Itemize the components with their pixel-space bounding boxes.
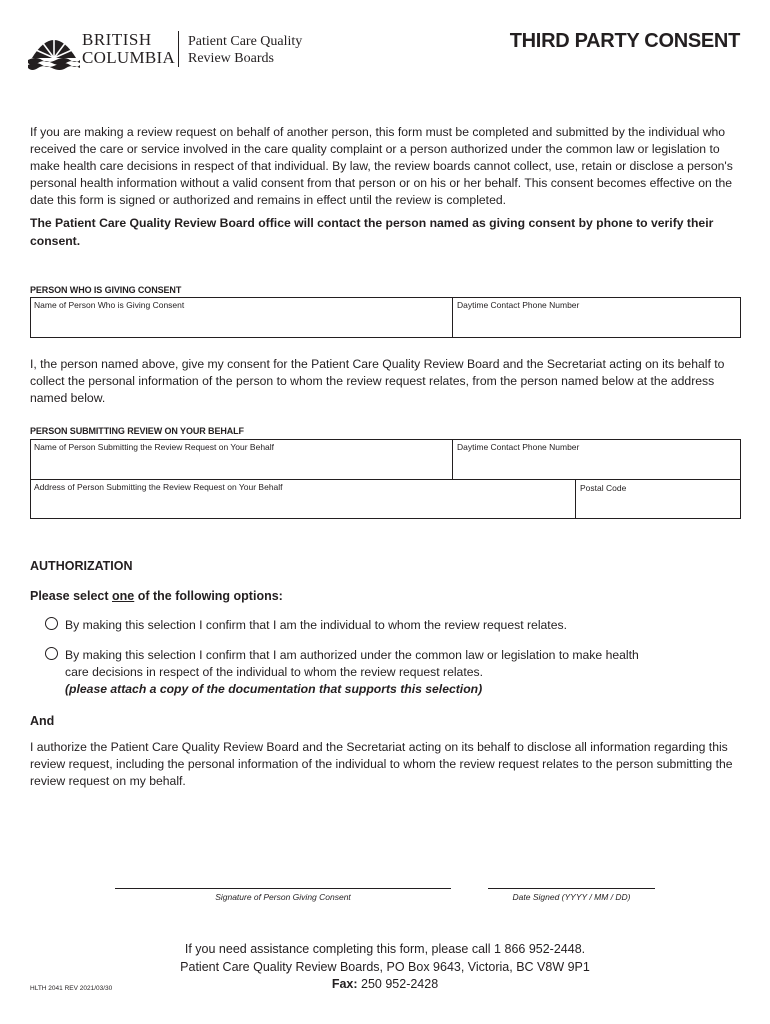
- consent-giver-name-label: Name of Person Who is Giving Consent: [34, 300, 185, 310]
- footer-assistance: If you need assistance completing this form, please call 1 866 952-2448.: [184, 942, 586, 956]
- submitter-name-field[interactable]: [31, 440, 452, 479]
- signature-label: Signature of Person Giving Consent: [215, 892, 351, 902]
- select-instruction: [30, 589, 283, 603]
- select-emphasis: one: [112, 589, 135, 603]
- submitter-postal-label: Postal Code: [580, 483, 627, 493]
- signature-line[interactable]: [115, 888, 451, 889]
- option1-radio[interactable]: [45, 617, 58, 630]
- date-signed-line[interactable]: [488, 888, 655, 889]
- submitter-postal-field[interactable]: [576, 480, 740, 518]
- footer-address: Patient Care Quality Review Boards, PO Box 9643, Victoria, BC V8W 9P1: [180, 960, 590, 974]
- submitter-address-field[interactable]: [31, 480, 575, 518]
- option1-label: By making this selection I confirm that I am the individual to whom the review request relates.: [65, 618, 567, 632]
- select-prefix: Please select: [30, 589, 113, 603]
- submitter-address-label: Address of Person Submitting the Review Request on Your Behalf: [34, 482, 283, 492]
- logo-british: BRITISH: [82, 30, 152, 49]
- option2-label: By making this selection I confirm that I am authorized under the common law or legislation to make health care decisions in respect of the individual to whom the review request relates.: [65, 648, 639, 679]
- submitter-phone-label: Daytime Contact Phone Number: [457, 442, 580, 452]
- authorization-statement: I authorize the Patient Care Quality Review Board and the Secretariat acting on its behalf to disclose all information regarding this review request, including the personal information of the individual to whom the review request relates to the person submitting the review request on my behalf.: [30, 740, 733, 788]
- fax-label: Fax:: [331, 977, 358, 991]
- select-suffix: of the following options:: [134, 589, 283, 603]
- logo-columbia: COLUMBIA: [82, 48, 176, 67]
- fax-value: 250 952-2428: [357, 977, 439, 991]
- consent-statement: I, the person named above, give my consent for the Patient Care Quality Review Board and the Secretariat acting on its behalf to collect the personal information of the person to whom the review request relates, from the person named below at the address named below.: [30, 357, 725, 405]
- form-id: HLTH 2041 REV 2021/03/30: [30, 985, 113, 992]
- logo-divider: [178, 31, 179, 67]
- consent-giver-section-label: PERSON WHO IS GIVING CONSENT: [30, 285, 182, 295]
- submitter-phone-field[interactable]: [453, 440, 740, 479]
- footer-fax: [0, 976, 770, 993]
- submitter-name-label: Name of Person Submitting the Review Request on Your Behalf: [34, 442, 275, 452]
- consent-giver-phone-field[interactable]: [453, 298, 740, 337]
- logo-org-line2: Review Boards: [188, 51, 274, 66]
- authorization-heading: AUTHORIZATION: [30, 559, 133, 573]
- consent-giver-name-field[interactable]: [31, 298, 452, 337]
- bc-sun-logo-icon: [28, 28, 80, 70]
- page-title: THIRD PARTY CONSENT: [509, 30, 740, 52]
- consent-giver-phone-label: Daytime Contact Phone Number: [457, 300, 580, 310]
- option2-note: (please attach a copy of the documentation that supports this selection): [65, 682, 483, 696]
- intro-verification-note: The Patient Care Quality Review Board office will contact the person named as giving consent by phone to verify their consent.: [30, 216, 714, 248]
- date-signed-label: Date Signed (YYYY / MM / DD): [512, 892, 631, 902]
- intro-paragraph: If you are making a review request on behalf of another person, this form must be completed and submitted by the individual who received the care or service involved in the care quality complaint or a person authorized under the common law or legislation to make health care decisions in respect of that individual. By law, the review boards cannot collect, use, retain or disclose a person's personal health information without a valid consent from that person or on his or her behalf. This consent becomes effective on the date this form is signed or authorized and remains in effect until the review is completed.: [30, 125, 733, 207]
- option2-radio[interactable]: [45, 647, 58, 660]
- logo-org-line1: Patient Care Quality: [188, 34, 303, 49]
- and-label: And: [30, 714, 55, 728]
- submitter-section-label: PERSON SUBMITTING REVIEW ON YOUR BEHALF: [30, 426, 244, 436]
